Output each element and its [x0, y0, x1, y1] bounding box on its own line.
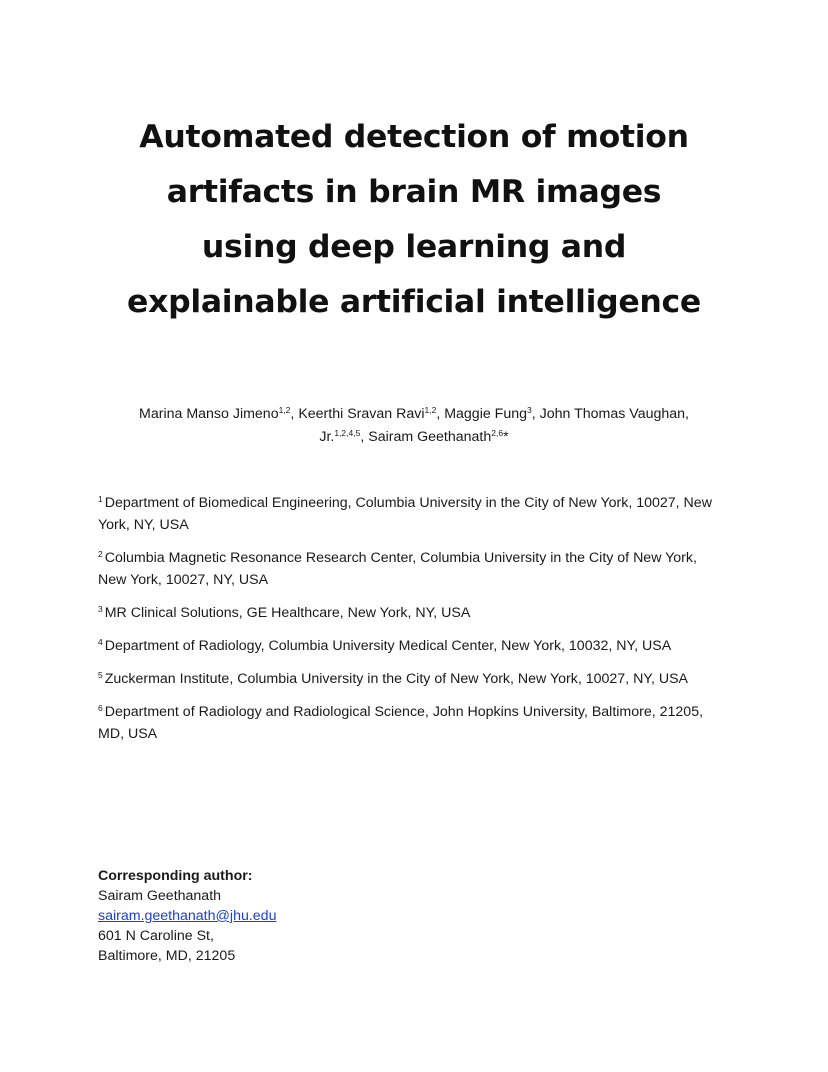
affiliation-item — [98, 668, 718, 690]
author-affiliation-marker: 1,2 — [424, 405, 437, 415]
author-name: Keerthi Sravan Ravi — [298, 406, 425, 422]
paper-title — [100, 110, 728, 330]
affiliation-text: Department of Radiology and Radiological Science, John Hopkins University, Baltimore, 21205, MD, USA — [98, 704, 704, 742]
affiliation-text: Columbia Magnetic Resonance Research Center, Columbia University in the City of New York, New York, 10027, NY, USA — [98, 550, 697, 588]
author-affiliation-marker: 1,2,4,5 — [334, 428, 361, 438]
title-line: artifacts in brain MR images — [166, 174, 662, 210]
corresponding-author-heading: Corresponding author: — [98, 868, 253, 884]
affiliation-number: 1 — [98, 494, 103, 504]
author-affiliation-marker: 1,2 — [278, 405, 291, 415]
affiliation-item — [98, 701, 718, 745]
affiliation-item — [98, 492, 718, 536]
affiliation-text: Department of Biomedical Engineering, Columbia University in the City of New York, 10027, New York, NY, USA — [98, 495, 712, 533]
affiliation-item — [98, 602, 718, 624]
affiliation-number: 3 — [98, 604, 103, 614]
affiliation-number: 5 — [98, 670, 103, 680]
author-list — [130, 403, 698, 449]
author-name: Marina Manso Jimeno — [139, 406, 279, 422]
affiliation-number: 2 — [98, 549, 103, 559]
title-line: Automated detection of motion — [139, 119, 689, 155]
affiliation-text: MR Clinical Solutions, GE Healthcare, New York, NY, USA — [104, 605, 471, 621]
author-separator: , — [436, 406, 445, 422]
affiliation-text: Department of Radiology, Columbia University Medical Center, New York, 10032, NY, USA — [104, 638, 672, 654]
affiliation-text: Zuckerman Institute, Columbia University in the City of New York, New York, 10027, NY, USA — [104, 671, 688, 687]
author-name: John Thomas Vaughan, Jr. — [319, 406, 689, 445]
author-separator: , — [360, 429, 369, 445]
corresponding-author-email-link[interactable]: sairam.geethanath@jhu.edu — [98, 908, 277, 924]
title-line: explainable artificial intelligence — [127, 284, 701, 320]
author-separator: , — [531, 406, 540, 422]
corresponding-author-name: Sairam Geethanath — [98, 888, 222, 904]
corresponding-author-block — [98, 866, 276, 966]
address-line-street: 601 N Caroline St, — [98, 928, 214, 944]
address-line-city: Baltimore, MD, 21205 — [98, 948, 236, 964]
affiliation-list — [98, 492, 718, 756]
author-affiliation-marker: 3 — [527, 405, 532, 415]
corresponding-author-marker: * — [503, 429, 509, 445]
author-separator: , — [290, 406, 299, 422]
affiliation-item — [98, 547, 718, 591]
affiliation-number: 6 — [98, 703, 103, 713]
author-name: Sairam Geethanath — [368, 429, 492, 445]
author-name: Maggie Fung — [444, 406, 528, 422]
title-line: using deep learning and — [201, 229, 627, 265]
author-affiliation-marker: 2,6 — [491, 428, 504, 438]
affiliation-number: 4 — [98, 637, 103, 647]
affiliation-item — [98, 635, 718, 657]
